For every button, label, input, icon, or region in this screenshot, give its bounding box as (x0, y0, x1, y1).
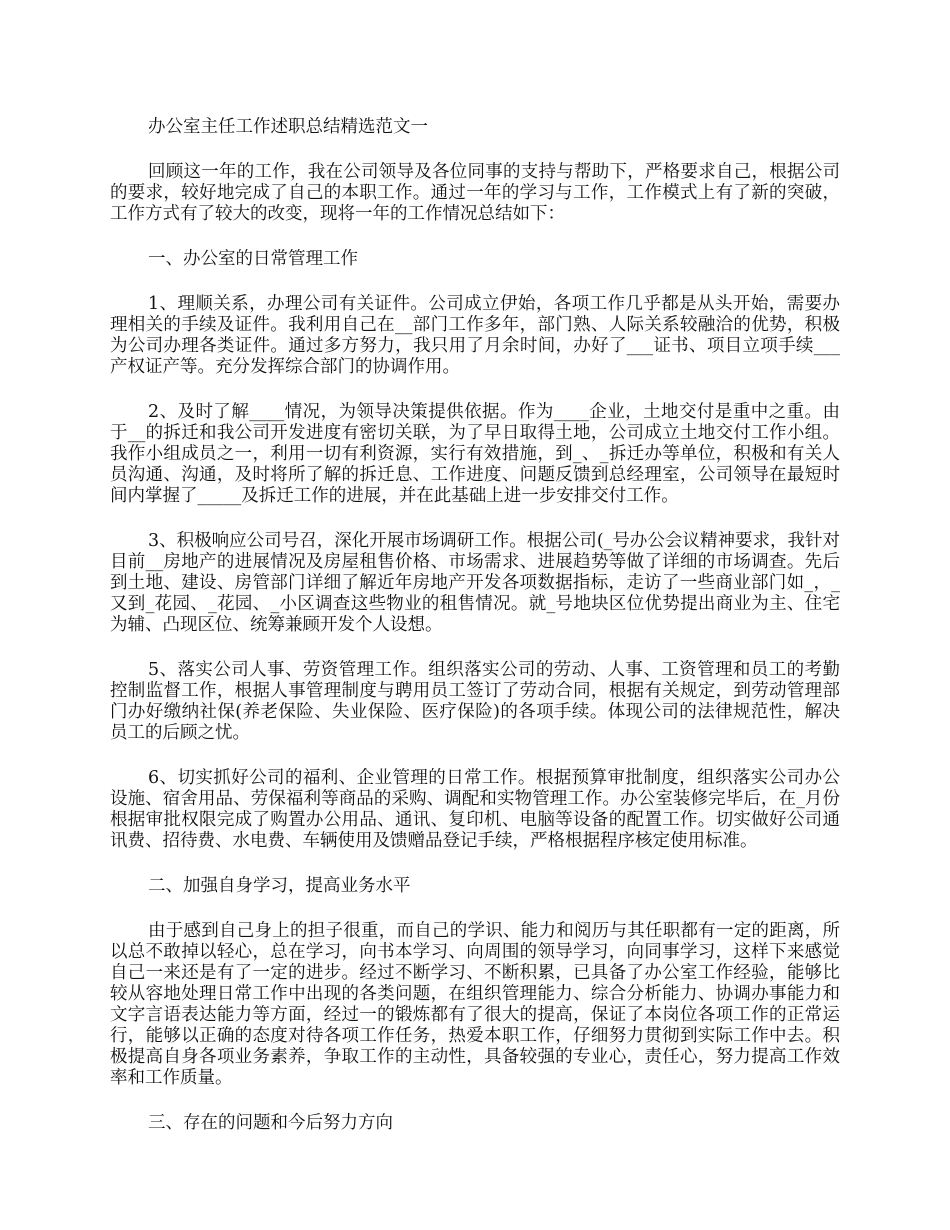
section-2-heading: 二、加强自身学习，提高业务水平 (148, 876, 411, 896)
section-2-body: 由于感到自己身上的担子很重，而自己的学识、能力和阅历与其任职都有一定的距离，所以总不敢掉以轻心，总在学习，向书本学习、向周围的领导学习，向同事学习，这样下来感觉自己一来还是有了一定的进步。经过不断学习、不断积累，已具备了办公室工作经验，能够比较从容地处理日常工作中出现的各类问题，在组织管理能力、综合分析能力、协调办事能力和文字言语表达能力等方面，经过一的锻炼都有了很大的提高，保证了本岗位各项工作的正常运行，能够以正确的态度对待各项工作任务，热爱本职工作，仔细努力贯彻到实际工作中去。积极提高自身各项业务素养，争取工作的主动性，具备较强的专业心，责任心，努力提高工作效率和工作质量。 (110, 921, 840, 1088)
section-1-item-6: 6、切实抓好公司的福利、企业管理的日常工作。根据预算审批制度，组织落实公司办公设施、宿舍用品、劳保福利等商品的采购、调配和实物管理工作。办公室装修完毕后，在_月份根据审批权限完成了购置办公用品、通讯、复印机、电脑等设备的配置工作。切实做好公司通讯费、招待费、水电费、车辆使用及馈赠品登记手续，严格根据程序核定使用标准。 (110, 768, 840, 851)
intro-paragraph: 回顾这一年的工作，我在公司领导及各位同事的支持与帮助下，严格要求自己，根据公司的要求，较好地完成了自己的本职工作。通过一年的学习与工作，工作模式上有了新的突破，工作方式有了较大的改变，现将一年的工作情况总结如下： (110, 162, 840, 224)
section-1-item-1: 1、理顺关系，办理公司有关证件。公司成立伊始，各项工作几乎都是从头开始，需要办理相关的手续及证件。我利用自己在__部门工作多年，部门熟、人际关系较融洽的优势，积极为公司办理各类证件。通过多方努力，我只用了月余时间，办好了___证书、项目立项手续___产权证产等。充分发挥综合部门的协调作用。 (110, 294, 840, 377)
document-title: 办公室主任工作述职总结精选范文一 (148, 117, 428, 137)
document-page (110, 117, 840, 1158)
section-3-heading: 三、存在的问题和今后努力方向 (148, 1113, 393, 1133)
section-1-item-2: 2、及时了解____情况，为领导决策提供依据。作为____企业，土地交付是重中之重。由于__的拆迁和我公司开发进度有密切关联，为了早日取得土地，公司成立土地交付工作小组。我作小组成员之一，利用一切有利资源，实行有效措施，到_、_拆迁办等单位，积极和有关人员沟通、沟通，及时将所了解的拆迁息、工作进度、问题反馈到总经理室，公司领导在最短时间内掌握了_____及拆迁工作的进展，并在此基础上进一步安排交付工作。 (110, 402, 840, 506)
section-1-item-5: 5、落实公司人事、劳资管理工作。组织落实公司的劳动、人事、工资管理和员工的考勤控制监督工作，根据人事管理制度与聘用员工签订了劳动合同，根据有关规定，到劳动管理部门办好缴纳社保(养老保险、失业保险、医疗保险)的各项手续。体现公司的法律规范性，解决员工的后顾之忧。 (110, 660, 840, 743)
section-1-item-3: 3、积极响应公司号召，深化开展市场调研工作。根据公司(_号办公会议精神要求，我针对目前__房地产的进展情况及房屋租售价格、市场需求、进展趋势等做了详细的市场调查。先后到土地、建设、房管部门详细了解近年房地产开发各项数据指标，走访了一些商业部门如_，_又到_花园、_花园、_小区调查这些物业的租售情况。就_号地块区位优势提出商业为主、住宅为辅、凸现区位、统筹兼顾开发个人设想。 (110, 531, 840, 635)
section-1-heading: 一、办公室的日常管理工作 (148, 249, 358, 269)
